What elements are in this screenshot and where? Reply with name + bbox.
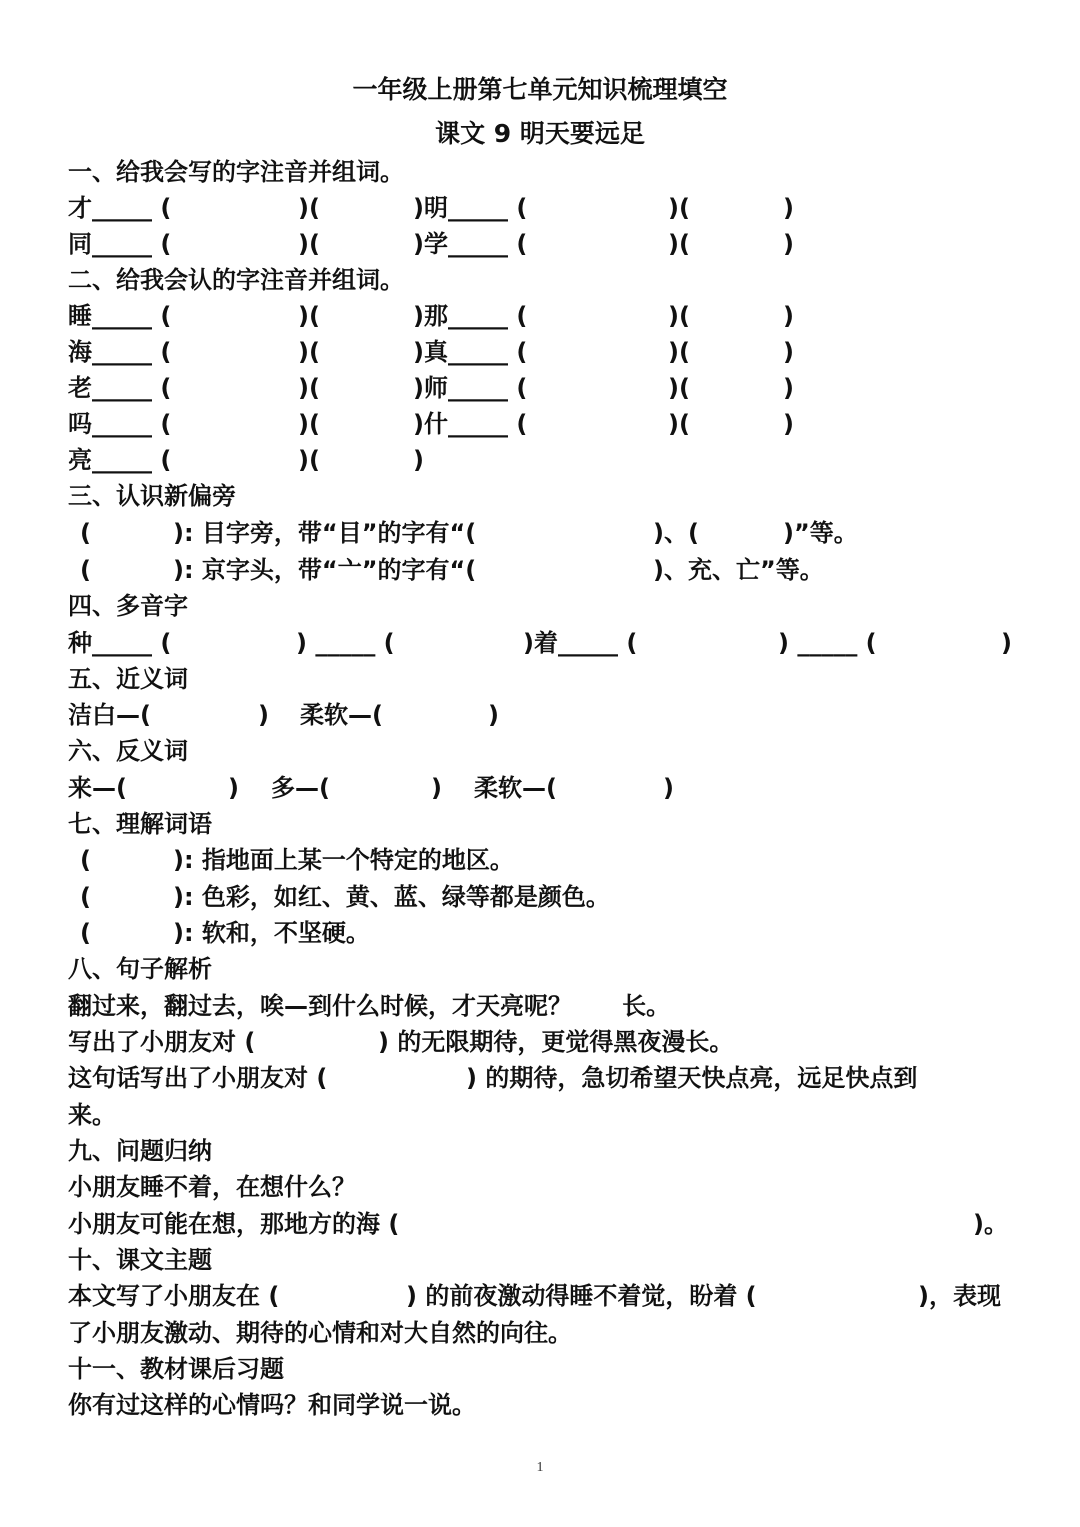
s6-line-1-c: 多—(: [271, 774, 330, 802]
s1-row-2-c: )学_____ (: [413, 230, 528, 258]
s1-row-2-b: )(: [298, 230, 320, 258]
s2-row-1: [68, 298, 1023, 334]
s2-row-3-e: ): [783, 374, 794, 402]
section-4-heading: 四、多音字: [68, 592, 188, 620]
s2-row-1-e: ): [783, 302, 794, 330]
s8-line-2-a: 写出了小朋友对 (: [68, 1028, 256, 1056]
s8-line-3-a: 这句话写出了小朋友对 (: [68, 1064, 328, 1092]
s9-line-2-b: )。: [973, 1210, 1008, 1238]
s3-line-2: [68, 552, 1023, 588]
section-2-heading: 二、给我会认的字注音并组词。: [68, 266, 404, 294]
s2-row-2-e: ): [783, 338, 794, 366]
s2-row-3-c: )师_____ (: [413, 374, 528, 402]
s5-line-1-c: 柔软—(: [300, 701, 383, 729]
s1-row-2-e: ): [783, 230, 794, 258]
s7-line-3-a: (: [80, 919, 91, 947]
s8-line-1: 翻过来，翻过去，唉—到什么时候，才天亮呢？ 长。: [68, 992, 671, 1020]
s8-line-3-b: ) 的期待，急切希望天快点亮，远足快点到: [466, 1064, 918, 1092]
section-3-heading: 三、认识新偏旁: [68, 482, 236, 510]
s2-row-5-b: )(: [298, 446, 320, 474]
s2-row-2-c: )真_____ (: [413, 338, 528, 366]
s9-line-2: [68, 1206, 1023, 1242]
s5-line-1-a: 洁白—(: [68, 701, 151, 729]
page-title: 一年级上册第七单元知识梳理填空: [352, 75, 728, 104]
s7-line-2-b: ): 色彩，如红、黄、蓝、绿等都是颜色。: [173, 883, 610, 911]
s7-line-1-b: ): 指地面上某一个特定的地区。: [173, 846, 514, 874]
s2-row-4-b: )(: [298, 410, 320, 438]
s3-line-1-c: )、(: [653, 519, 699, 547]
s3-line-2-c: )、充、亡”等。: [653, 556, 824, 584]
s8-line-2: [68, 1024, 1023, 1060]
section-6-heading: 六、反义词: [68, 737, 188, 765]
s4-line-1-b: ) _____ (: [296, 629, 395, 657]
section-8-heading: 八、句子解析: [68, 955, 212, 983]
section-9-heading: 九、问题归纳: [68, 1137, 212, 1165]
page-number: 1: [536, 1460, 544, 1475]
section-7-heading: 七、理解词语: [68, 810, 212, 838]
s8-line-2-b: ) 的无限期待，更觉得黑夜漫长。: [378, 1028, 734, 1056]
s6-line-1-e: 柔软—(: [474, 774, 557, 802]
s2-row-2-d: )(: [668, 338, 690, 366]
s7-line-2-a: (: [80, 883, 91, 911]
s2-row-1-d: )(: [668, 302, 690, 330]
s1-row-1-e: ): [783, 194, 794, 222]
s4-line-1-a: 种_____ (: [68, 629, 172, 657]
s6-line-1-d: ): [431, 774, 442, 802]
s1-row-2-a: 同_____ (: [68, 230, 172, 258]
s2-row-3-d: )(: [668, 374, 690, 402]
s6-line-1: [68, 770, 1023, 806]
s5-line-1-b: ): [258, 701, 269, 729]
section-11-heading: 十一、教材课后习题: [68, 1355, 284, 1383]
s3-line-2-b: ): 京字头，带“亠”的字有“(: [173, 556, 477, 584]
s7-line-3: [68, 915, 1023, 951]
s2-row-2-b: )(: [298, 338, 320, 366]
s3-line-1-b: ): 目字旁，带“目”的字有“(: [173, 519, 477, 547]
s5-line-1: [68, 697, 1023, 733]
s1-row-2-d: )(: [668, 230, 690, 258]
s10-line-2: 了小朋友激动、期待的心情和对大自然的向往。: [68, 1319, 572, 1347]
s1-row-1: [68, 190, 1023, 226]
s2-row-3-a: 老_____ (: [68, 374, 172, 402]
s10-line-1-b: ) 的前夜激动得睡不着觉，盼着 (: [406, 1282, 757, 1310]
s7-line-3-b: ): 软和，不坚硬。: [173, 919, 370, 947]
s2-row-2-a: 海_____ (: [68, 338, 172, 366]
s2-row-5-a: 亮_____ (: [68, 446, 172, 474]
s8-line-3: [68, 1060, 1023, 1096]
s6-line-1-b: ): [228, 774, 239, 802]
s3-line-1-a: (: [80, 519, 91, 547]
s4-line-1-d: ) _____ (: [778, 629, 877, 657]
s4-line-1-c: )着_____ (: [523, 629, 638, 657]
s9-line-2-a: 小朋友可能在想，那地方的海 (: [68, 1210, 400, 1238]
s2-row-1-b: )(: [298, 302, 320, 330]
s2-row-1-c: )那_____ (: [413, 302, 528, 330]
section-10-heading: 十、课文主题: [68, 1246, 212, 1274]
s5-line-1-d: ): [488, 701, 499, 729]
section-1-heading: 一、给我会写的字注音并组词。: [68, 158, 404, 186]
s2-row-5: [68, 442, 1023, 478]
s2-row-3-b: )(: [298, 374, 320, 402]
s3-line-1: [68, 515, 1023, 551]
s2-row-4-c: )什_____ (: [413, 410, 528, 438]
s4-line-1: [68, 625, 1023, 661]
s1-row-1-c: )明_____ (: [413, 194, 528, 222]
s2-row-3: [68, 370, 1023, 406]
s9-line-1: 小朋友睡不着，在想什么？: [68, 1173, 356, 1201]
lesson-subtitle: 课文 9 明天要远足: [435, 119, 645, 148]
s8-line-4: 来。: [68, 1101, 116, 1129]
s6-line-1-f: ): [663, 774, 674, 802]
s2-row-4-a: 吗_____ (: [68, 410, 172, 438]
s10-line-1-c: )，表现: [918, 1282, 1001, 1310]
s7-line-1: [68, 842, 1023, 878]
s2-row-1-a: 睡_____ (: [68, 302, 172, 330]
s3-line-1-d: )”等。: [783, 519, 858, 547]
s7-line-2: [68, 879, 1023, 915]
s7-line-1-a: (: [80, 846, 91, 874]
s10-line-1-a: 本文写了小朋友在 (: [68, 1282, 280, 1310]
s3-line-2-a: (: [80, 556, 91, 584]
s11-line-1: 你有过这样的心情吗？和同学说一说。: [68, 1391, 476, 1419]
s6-line-1-a: 来—(: [68, 774, 127, 802]
s1-row-1-a: 才_____ (: [68, 194, 172, 222]
s1-row-2: [68, 226, 1023, 262]
s1-row-1-b: )(: [298, 194, 320, 222]
s2-row-2: [68, 334, 1023, 370]
s2-row-4-e: ): [783, 410, 794, 438]
section-5-heading: 五、近义词: [68, 665, 188, 693]
s2-row-4: [68, 406, 1023, 442]
s4-line-1-e: ): [1001, 629, 1012, 657]
s2-row-4-d: )(: [668, 410, 690, 438]
s1-row-1-d: )(: [668, 194, 690, 222]
s2-row-5-c: ): [413, 446, 424, 474]
s10-line-1: [68, 1278, 1023, 1314]
